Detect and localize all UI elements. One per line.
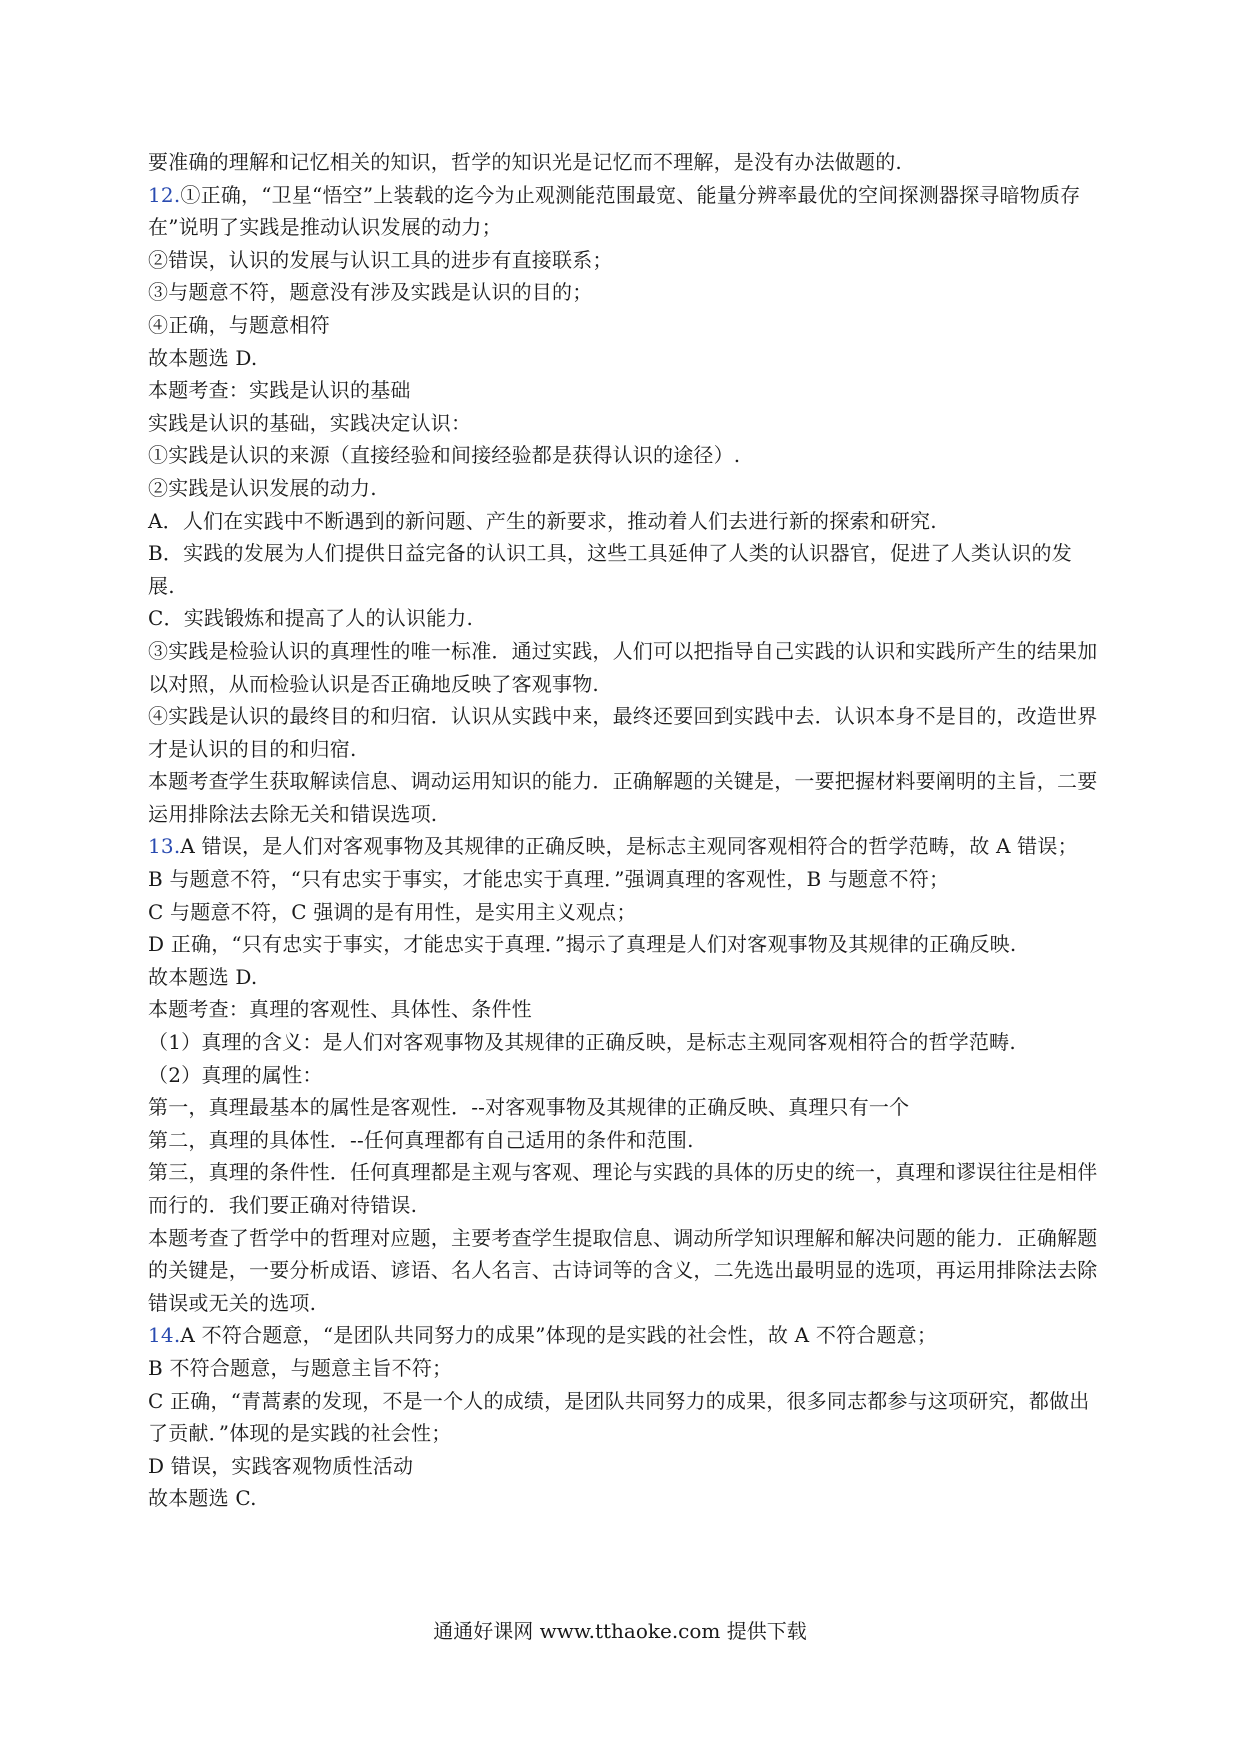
paragraph <box>148 342 1098 375</box>
paragraph <box>148 146 1098 179</box>
paragraph-text: ③与题意不符，题意没有涉及实践是认识的目的； <box>148 280 593 305</box>
paragraph <box>148 896 1098 929</box>
paragraph-text: A 错误，是人们对客观事物及其规律的正确反映，是标志主观同客观相符合的哲学范畴，故 A 错误； <box>180 834 1078 859</box>
paragraph <box>148 863 1098 896</box>
paragraph-text: （2）真理的属性： <box>148 1062 323 1087</box>
paragraph <box>148 1026 1098 1059</box>
paragraph <box>148 602 1098 635</box>
paragraph-text: 本题考查了哲学中的哲理对应题，主要考查学生提取信息、调动所学知识理解和解决问题的能力．正确解题的关键是，一要分析成语、谚语、名人名言、古诗词等的含义，二先选出最明显的选项，再运用排除法去除错误或无关的选项. <box>148 1225 1098 1315</box>
paragraph <box>148 505 1098 538</box>
paragraph-text: ④实践是认识的最终目的和归宿．认识从实践中来，最终还要回到实践中去．认识本身不是目的，改造世界才是认识的目的和归宿. <box>148 704 1098 761</box>
paragraph-text: 故本题选 C. <box>148 1486 257 1511</box>
paragraph <box>148 1124 1098 1157</box>
paragraph <box>148 244 1098 277</box>
paragraph-text: C 正确，“青蒿素的发现，不是一个人的成绩，是团队共同努力的成果，很多同志都参与这项研究，都做出了贡献．”体现的是实践的社会性； <box>148 1388 1090 1446</box>
paragraph-text: A．人们在实践中不断遇到的新问题、产生的新要求，推动着人们去进行新的探索和研究. <box>148 508 937 533</box>
paragraph <box>148 1156 1098 1221</box>
paragraph-text: B．实践的发展为人们提供日益完备的认识工具，这些工具延伸了人类的认识器官，促进了人类认识的发展. <box>148 541 1072 598</box>
paragraph-text: 实践是认识的基础，实践决定认识： <box>148 410 472 435</box>
paragraph-text: D 正确，“只有忠实于事实，才能忠实于真理．”揭示了真理是人们对客观事物及其规律的正确反映. <box>148 932 1017 957</box>
paragraph <box>148 472 1098 505</box>
question-number: 14. <box>148 1323 181 1348</box>
paragraph <box>148 765 1098 830</box>
paragraph-text: 故本题选 D. <box>148 964 258 989</box>
paragraph <box>148 635 1098 700</box>
paragraph <box>148 407 1098 440</box>
paragraph-text: ②实践是认识发展的动力. <box>148 475 377 500</box>
paragraph-text: ④正确，与题意相符 <box>148 312 330 337</box>
paragraph <box>148 928 1098 961</box>
paragraph <box>148 1482 1098 1515</box>
paragraph <box>148 830 1098 863</box>
paragraph <box>148 309 1098 342</box>
paragraph-text: ③实践是检验认识的真理性的唯一标准．通过实践，人们可以把指导自己实践的认识和实践所产生的结果加以对照，从而检验认识是否正确地反映了客观事物. <box>148 638 1098 696</box>
paragraph <box>148 961 1098 994</box>
paragraph-text: C 与题意不符，C 强调的是有用性，是实用主义观点； <box>148 899 637 924</box>
paragraph-text: D 错误，实践客观物质性活动 <box>148 1453 414 1478</box>
paragraph <box>148 1091 1098 1124</box>
page-footer: 通通好课网 www.tthaoke.com 提供下载 <box>433 1619 807 1643</box>
paragraph-text: ②错误，认识的发展与认识工具的进步有直接联系； <box>148 247 613 272</box>
paragraph <box>148 374 1098 407</box>
paragraph-text: （1）真理的含义：是人们对客观事物及其规律的正确反映，是标志主观同客观相符合的哲学范畴. <box>148 1030 1016 1055</box>
paragraph-text: 第三，真理的条件性．任何真理都是主观与客观、理论与实践的具体的历史的统一，真理和谬误往往是相伴而行的．我们要正确对待错误. <box>148 1160 1098 1217</box>
paragraph-text: C．实践锻炼和提高了人的认识能力. <box>148 606 474 631</box>
paragraph-text: B 与题意不符，“只有忠实于事实，才能忠实于真理．”强调真理的客观性，B 与题意不符； <box>148 867 950 892</box>
paragraph-text: B 不符合题意，与题意主旨不符； <box>148 1355 453 1380</box>
paragraph <box>148 439 1098 472</box>
paragraph <box>148 1059 1098 1092</box>
paragraph <box>148 276 1098 309</box>
paragraph-text: 故本题选 D. <box>148 345 258 370</box>
paragraph-text: A 不符合题意，“是团队共同努力的成果”体现的是实践的社会性，故 A 不符合题意； <box>180 1323 938 1348</box>
paragraph <box>148 1450 1098 1483</box>
paragraph <box>148 179 1098 244</box>
paragraph <box>148 1222 1098 1320</box>
paragraph-text: 本题考查学生获取解读信息、调动运用知识的能力．正确解题的关键是，一要把握材料要阐明的主旨，二要运用排除法去除无关和错误选项. <box>148 769 1098 826</box>
paragraph <box>148 1319 1098 1352</box>
paragraph <box>148 993 1098 1026</box>
paragraph-text: ①正确，“卫星“悟空”上装载的迄今为止观测能范围最宽、能量分辨率最优的空间探测器探寻暗物质存在”说明了实践是推动认识发展的动力； <box>148 182 1081 240</box>
document-body <box>148 146 1098 1515</box>
paragraph-text: 第一，真理最基本的属性是客观性．--对客观事物及其规律的正确反映、真理只有一个 <box>148 1095 910 1120</box>
paragraph <box>148 700 1098 765</box>
paragraph <box>148 1385 1098 1450</box>
paragraph-text: 本题考查：真理的客观性、具体性、条件性 <box>148 997 532 1022</box>
paragraph-text: ①实践是认识的来源（直接经验和间接经验都是获得认识的途径）. <box>148 443 741 468</box>
paragraph-text: 本题考查：实践是认识的基础 <box>148 378 411 403</box>
paragraph-text: 要准确的理解和记忆相关的知识，哲学的知识光是记忆而不理解，是没有办法做题的. <box>148 150 902 174</box>
paragraph-text: 第二，真理的具体性．--任何真理都有自己适用的条件和范围. <box>148 1127 694 1152</box>
question-number: 13. <box>148 834 181 859</box>
paragraph <box>148 537 1098 602</box>
question-number: 12. <box>148 182 181 207</box>
paragraph <box>148 1352 1098 1385</box>
